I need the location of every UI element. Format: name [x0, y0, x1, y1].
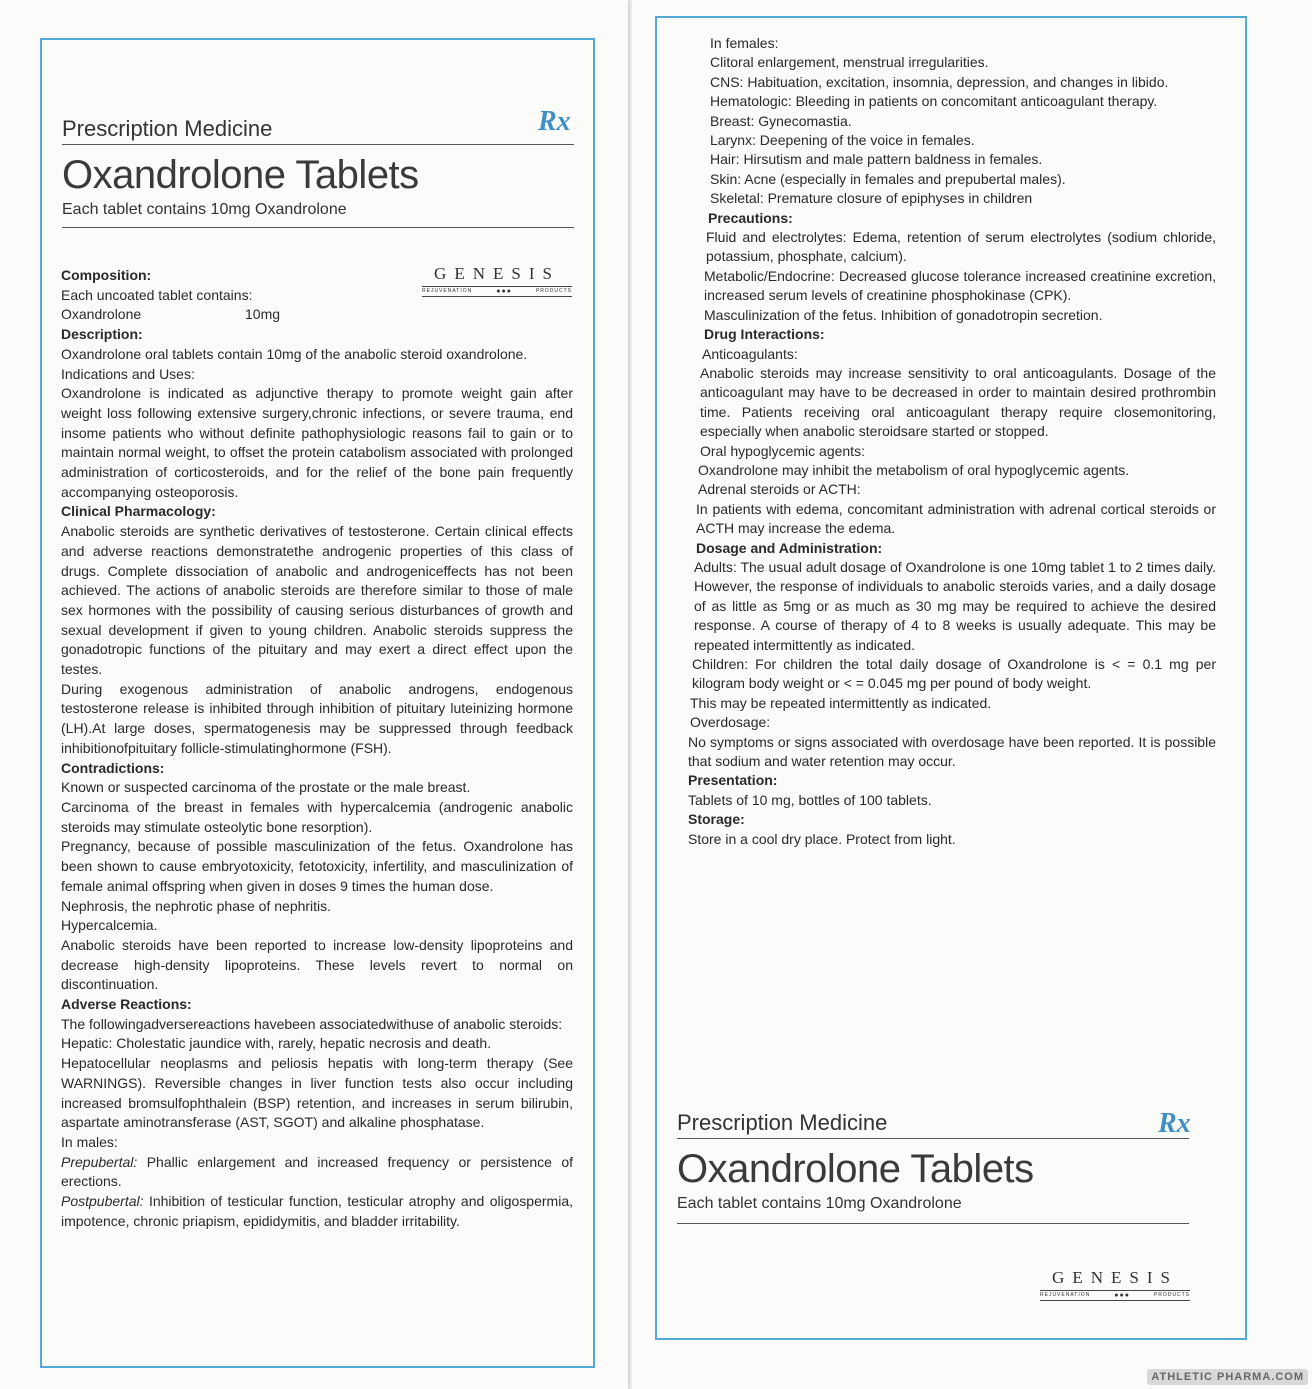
right-header: [677, 1110, 1189, 1224]
overdosage-text: No symptoms or signs associated with overdosage have been reported. It is possible that sodium and water retention may occur.: [688, 733, 1216, 770]
females-line-8: Skeletal: Premature closure of epiphyses in children: [710, 190, 1033, 207]
clinical-text-1: Anabolic steroids are synthetic derivatives of testosterone. Certain clinical effects and adverse reactions demonstratethe androgenic properties of this class of drugs. Complete dissociation of anabolic and androgeniceffects has not been achieved. The actions of anabolic steroids are therefore similar to those of male sex hormones with the possibility of causing serious disturbances of growth and sexual development if given to young children. Anabolic steroids suppress the gonadotropic functions of the pituitary and may exert a direct effect upon the testes.: [61, 523, 573, 678]
genesis-brand-name: GENESIS: [434, 264, 560, 283]
females-line-7: Skin: Acne (especially in females and prepubertal males).: [710, 170, 1066, 187]
contradictions-text-1: Known or suspected carcinoma of the prostate or the male breast.: [61, 779, 471, 796]
product-title-2: Oxandrolone Tablets: [677, 1147, 1034, 1191]
right-column: [688, 34, 1216, 849]
prescription-medicine-label: Prescription Medicine: [62, 116, 574, 145]
logo-dots-icon-2: ●●●: [1114, 1292, 1130, 1299]
storage-text: Store in a cool dry place. Protect from light.: [688, 830, 956, 847]
precautions-text-2: Metabolic/Endocrine: Decreased glucose tolerance increased creatinine excretion, increased serum levels of creatinine phosphokinase (CPK).: [704, 267, 1216, 304]
presentation-heading: Presentation:: [688, 772, 778, 789]
adverse-text-1: The followingadversereactions havebeen associatedwithuse of anabolic steroids:: [61, 1015, 563, 1032]
tablet-contents-line-2: Each tablet contains 10mg Oxandrolone: [677, 1195, 1189, 1224]
clinical-text-2: During exogenous administration of anabolic androgens, endogenous testosterone release is inhibited through inhibition of pituitary luteinizing hormone (LH).At large doses, spermatogenesis may be suppressed through feedback inhibitionofpituitary follicle-stimulatinghormone (FSH).: [61, 680, 573, 756]
composition-name: Oxandrolone: [61, 306, 142, 323]
genesis-tagline-2: [1040, 1290, 1190, 1301]
prepubertal-text: [61, 1153, 573, 1192]
precautions-text-1: Fluid and electrolytes: Edema, retention of serum electrolytes (sodium chloride, potassium, phosphate, calcium).: [706, 229, 1216, 265]
females-line-4: Breast: Gynecomastia.: [710, 112, 852, 129]
adrenal-text: In patients with edema, concomitant administration with adrenal cortical steroids or ACTH may increase the edema.: [696, 500, 1216, 537]
adverse-heading: Adverse Reactions:: [61, 996, 192, 1013]
presentation-text: Tablets of 10 mg, bottles of 100 tablets.: [688, 791, 932, 808]
postpubertal-text: [61, 1192, 573, 1231]
contradictions-text-3: Pregnancy, because of possible masculinization of the fetus. Oxandrolone has been shown to cause embryotoxicity, fetotoxicity, infertility, and masculinization of female animal offspring when given in doses 9 times the human dose.: [61, 838, 573, 894]
adrenal-heading: Adrenal steroids or ACTH:: [698, 481, 861, 498]
composition-amount: 10mg: [245, 306, 281, 323]
hypoglycemic-text: Oxandrolone may inhibit the metabolism of oral hypoglycemic agents.: [698, 461, 1130, 478]
composition-line: Each uncoated tablet contains:: [61, 286, 253, 303]
precautions-text-3: Masculinization of the fetus. Inhibition of gonadotropin secretion.: [704, 306, 1103, 323]
prepubertal-body: Phallic enlargement and increased frequency or persistence of erections.: [61, 1153, 574, 1190]
indications-heading: Indications and Uses:: [61, 365, 195, 382]
rx-icon-2: Rx: [1158, 1108, 1191, 1139]
prepubertal-label: Prepubertal:: [61, 1153, 138, 1170]
tablet-contents-line: Each tablet contains 10mg Oxandrolone: [62, 201, 574, 228]
anticoagulants-text: Anabolic steroids may increase sensitivity to oral anticoagulants. Dosage of the anticoagulant may have to be decreased in order to maintain desired prothrombin time. Patients receiving oral anticoagulant therapy require closemonitoring, especially when anabolic steroidsare started or stopped.: [700, 364, 1216, 440]
females-line-3: Hematologic: Bleeding in patients on concomitant anticoagulant therapy.: [710, 93, 1158, 110]
females-line-1: Clitoral enlargement, menstrual irregularities.: [710, 54, 989, 71]
clinical-heading: Clinical Pharmacology:: [61, 503, 216, 520]
genesis-logo-2: [1040, 1268, 1190, 1301]
description-heading: Description:: [61, 326, 143, 343]
dosage-text-2: Children: For children the total daily dosage of Oxandrolone is < = 0.1 mg per kilogram body weight or < = 0.045 mg per pound of body weight.: [692, 656, 1216, 692]
description-text: Oxandrolone oral tablets contain 10mg of the anabolic steroid oxandrolone.: [61, 345, 528, 362]
composition-row: [61, 305, 573, 325]
logo-dots-icon: ●●●: [496, 288, 512, 295]
tagline-right-2: PRODUCTS: [1153, 1292, 1190, 1298]
tagline-left-2: REJUVENATION: [1040, 1292, 1091, 1298]
contradictions-text-5: Hypercalcemia.: [61, 917, 158, 934]
tagline-left: REJUVENATION: [422, 288, 473, 294]
adverse-text-3: Hepatocellular neoplasms and peliosis hepatis with long-term therapy (See WARNINGS). Reversible changes in liver function tests also occur including increased bromsulfophthalein (BSP) retention, and increases in serum bilirubin, aspartate aminotransferase (AST, SGOT) and alkaline phosphatase.: [61, 1055, 573, 1131]
adverse-text-2: Hepatic: Cholestatic jaundice with, rarely, hepatic necrosis and death.: [61, 1035, 492, 1052]
tagline-right: PRODUCTS: [535, 288, 572, 294]
genesis-brand-name-2: GENESIS: [1052, 1268, 1178, 1287]
postpubertal-body: Inhibition of testicular function, testicular atrophy and oligospermia, impotence, chronic priapism, epididymitis, and bladder irritability.: [61, 1193, 573, 1229]
left-column: [61, 266, 573, 1231]
females-line-2: CNS: Habituation, excitation, insomnia, depression, and changes in libido.: [710, 73, 1169, 90]
indications-text: Oxandrolone is indicated as adjunctive therapy to promote weight gain after weight loss following extensive surgery,chronic infections, or severe trauma, end insome patients who without definite pathophysiologic reasons fail to gain or to maintain normal weight, to offset the protein catabolism associated with prolonged administration of corticosteroids, and for the relief of the bone pain frequently accompanying osteoporosis.: [61, 385, 573, 500]
dosage-text-3: This may be repeated intermittently as indicated.: [690, 694, 992, 711]
overdosage-heading: Overdosage:: [690, 714, 771, 731]
hypoglycemic-heading: Oral hypoglycemic agents:: [700, 442, 865, 459]
contradictions-text-6: Anabolic steroids have been reported to increase low-density lipoproteins and decrease high-density lipoproteins. These levels revert to normal on discontinuation.: [61, 936, 573, 993]
anticoagulants-heading: Anticoagulants:: [702, 345, 798, 362]
contradictions-text-2: Carcinoma of the breast in females with hypercalcemia (androgenic anabolic steroids may stimulate osteolytic bone resorption).: [61, 798, 573, 835]
precautions-heading: Precautions:: [708, 209, 793, 226]
in-males-label: In males:: [61, 1133, 118, 1150]
drug-interactions-heading: Drug Interactions:: [704, 326, 825, 343]
dosage-text-1: Adults: The usual adult dosage of Oxandrolone is one 10mg tablet 1 to 2 times daily. However, the response of individuals to anabolic steroids varies, and a daily dosage of as little as 5mg or as much as 30 mg may be required to achieve the desired response. A course of therapy of 4 to 8 weeks is usually adequate. This may be repeated intermittently as indicated.: [694, 558, 1216, 653]
composition-heading: Composition:: [61, 267, 152, 283]
females-line-6: Hair: Hirsutism and male pattern baldness in females.: [710, 151, 1043, 168]
females-line-5: Larynx: Deepening of the voice in females.: [710, 132, 975, 149]
left-header: [62, 116, 574, 228]
in-females-label: In females:: [710, 35, 779, 51]
postpubertal-label: Postpubertal:: [61, 1193, 144, 1210]
prescription-medicine-label-2: Prescription Medicine: [677, 1110, 1189, 1139]
dosage-heading: Dosage and Administration:: [696, 539, 883, 556]
product-title: Oxandrolone Tablets: [62, 153, 419, 197]
contradictions-text-4: Nephrosis, the nephrotic phase of nephritis.: [61, 897, 332, 914]
rx-icon: Rx: [538, 106, 571, 137]
storage-heading: Storage:: [688, 811, 745, 828]
left-sheet: [0, 0, 628, 1389]
athleticpharma-watermark: ATHLETIC PHARMA.COM: [1147, 1369, 1308, 1385]
contradictions-heading: Contradictions:: [61, 759, 165, 776]
